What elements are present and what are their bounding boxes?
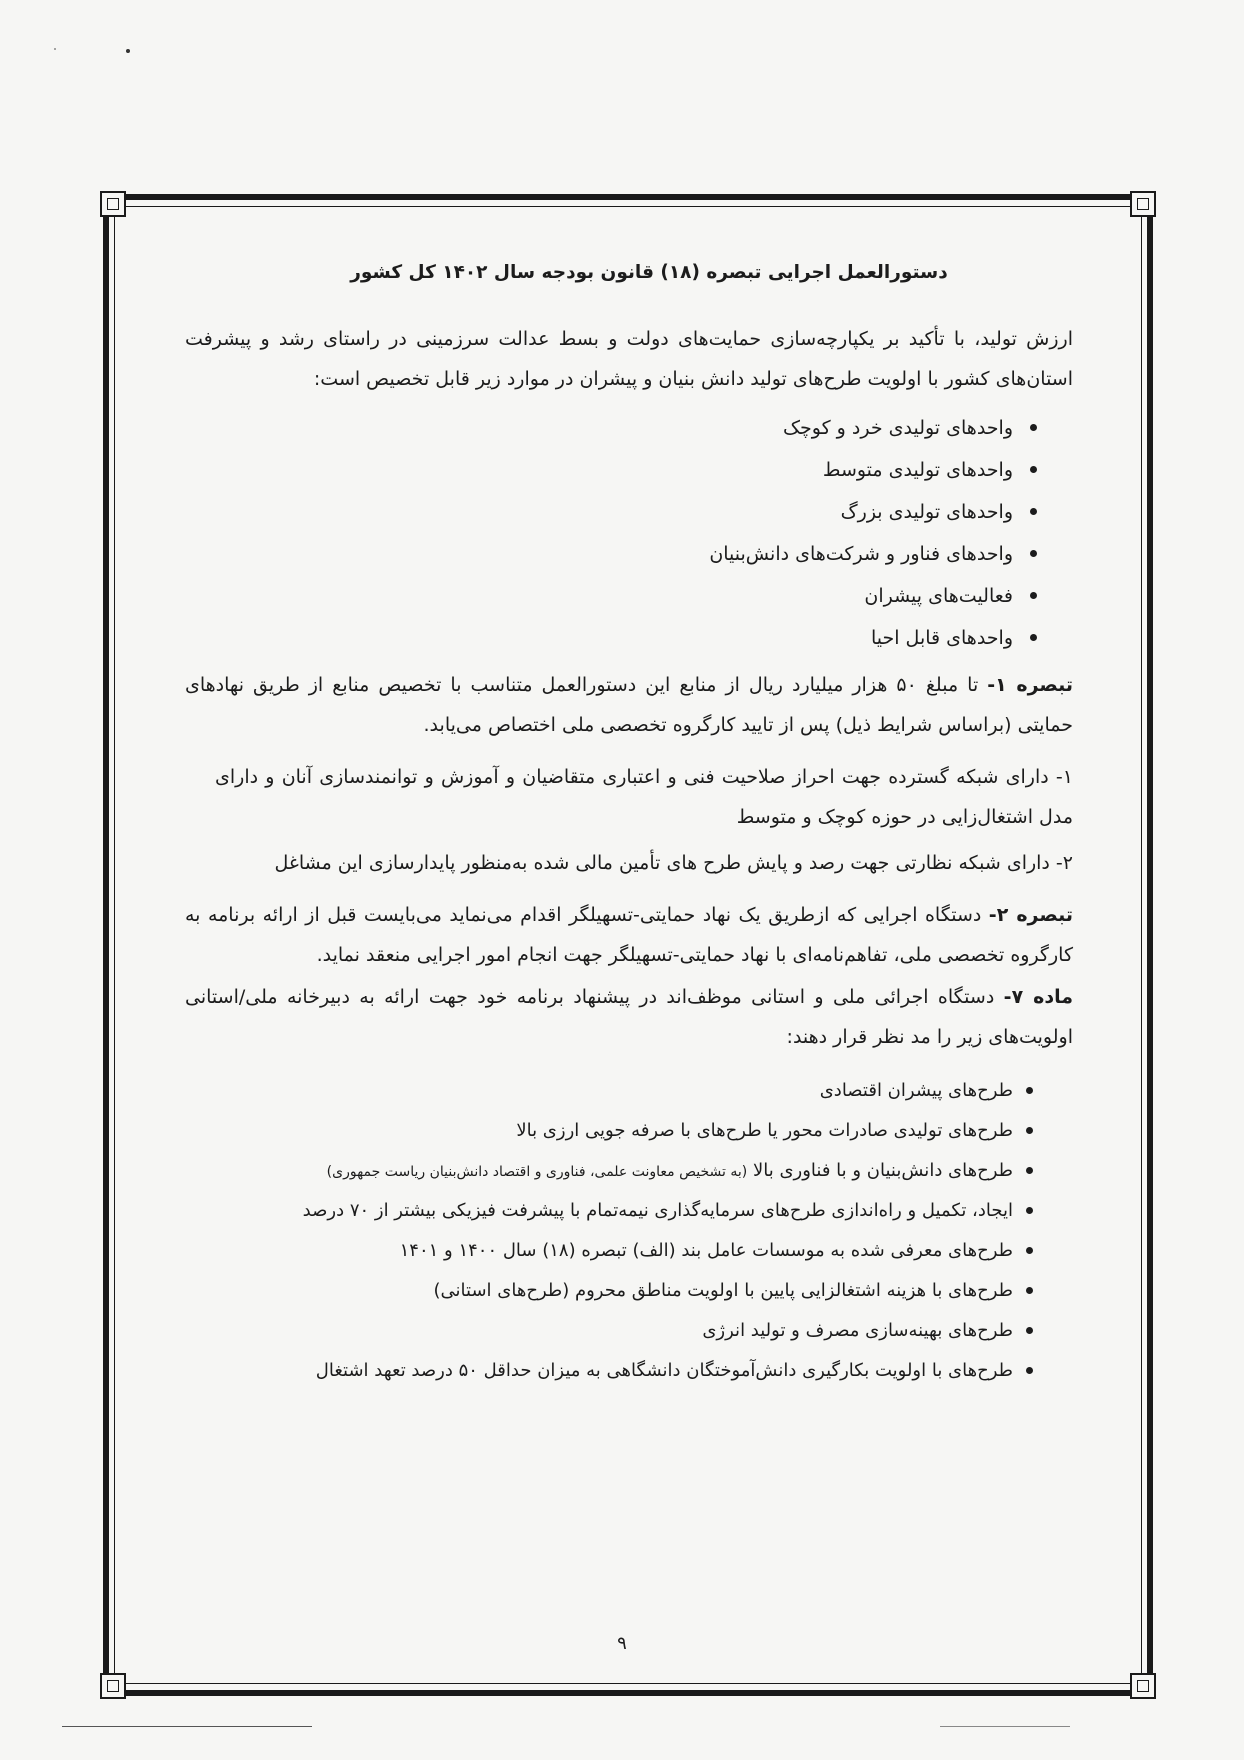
condition-1: ۱- دارای شبکه گسترده جهت احراز صلاحیت فنی و اعتباری متقاضیان و آموزش و توانمندسازی آنان و دارای مدل اشتغال‌زایی در حوزه کوچک و متوسط — [215, 766, 1073, 828]
list-item: طرح‌های بهینه‌سازی مصرف و تولید انرژی — [185, 1311, 1073, 1351]
article-7-label: ماده ۷- — [1003, 986, 1073, 1008]
article-7-text: دستگاه اجرائی ملی و استانی موظف‌اند در پیشنهاد برنامه خود جهت ارائه به دبیرخانه ملی/استانی اولویت‌های زیر را مد نظر قرار دهند: — [185, 986, 1073, 1048]
note-2-text: دستگاه اجرایی که ازطریق یک نهاد حمایتی-تسهیلگر اقدام می‌نماید می‌بایست قبل از ارائه برنامه به کارگروه تخصصی ملی، تفاهم‌نامه‌ای با نهاد حمایتی-تسهیلگر جهت انجام امور اجرایی منعقد نماید. — [185, 904, 1073, 966]
list-item: ایجاد، تکمیل و راه‌اندازی طرح‌های سرمایه‌گذاری نیمه‌تمام با پیشرفت فیزیکی بیشتر از ۷۰ درصد — [185, 1191, 1073, 1231]
list-item: واحدهای قابل احیا — [185, 617, 1073, 659]
bullet-icon — [1026, 1207, 1033, 1214]
bullet-icon — [1026, 1127, 1033, 1134]
bullet-icon — [1030, 508, 1037, 515]
list-item: طرح‌های با اولویت بکارگیری دانش‌آموختگان دانشگاهی به میزان حداقل ۵۰ درصد تعهد اشتغال — [185, 1351, 1073, 1391]
priorities-list — [185, 1071, 1073, 1391]
condition-2: ۲- دارای شبکه نظارتی جهت رصد و پایش طرح های تأمین مالی شده به‌منظور پایدارسازی این مشاغل — [274, 852, 1073, 874]
article-7-paragraph — [185, 977, 1073, 1057]
note-2-label: تبصره ۲- — [988, 904, 1073, 926]
bullet-icon — [1026, 1087, 1033, 1094]
bullet-icon — [1026, 1327, 1033, 1334]
note-1-text: تا مبلغ ۵۰ هزار میلیارد ریال از منابع این دستورالعمل متناسب با تخصیص منابع از طریق نهادهای حمایتی (براساس شرایط ذیل) پس از تایید کارگروه تخصصی ملی اختصاص می‌یابد. — [185, 674, 1073, 736]
scan-artifact-line — [62, 1726, 312, 1727]
bullet-icon — [1030, 466, 1037, 473]
bullet-icon — [1026, 1247, 1033, 1254]
border-corner-ornament — [1130, 1673, 1156, 1699]
bullet-icon — [1026, 1367, 1033, 1374]
document-title: دستورالعمل اجرایی تبصره (۱۸) قانون بودجه سال ۱۴۰۲ کل کشور — [350, 262, 948, 283]
bullet-icon — [1030, 424, 1037, 431]
note-2-paragraph — [185, 895, 1073, 975]
bullet-icon — [1026, 1287, 1033, 1294]
units-list — [185, 407, 1073, 659]
scan-speck — [54, 48, 56, 50]
list-item: واحدهای تولیدی بزرگ — [185, 491, 1073, 533]
list-item: طرح‌های با هزینه اشتغالزایی پایین با اولویت مناطق محروم (طرح‌های استانی) — [185, 1271, 1073, 1311]
bullet-icon — [1030, 550, 1037, 557]
note-1-paragraph — [185, 665, 1073, 745]
note-1-label: تبصره ۱- — [987, 674, 1074, 696]
border-corner-ornament — [100, 1673, 126, 1699]
list-item: طرح‌های دانش‌بنیان و با فناوری بالا (به تشخیص معاونت علمی، فناوری و اقتصاد دانش‌بنیان ریاست جمهوری) — [185, 1151, 1073, 1191]
border-corner-ornament — [100, 191, 126, 217]
list-item-note: (به تشخیص معاونت علمی، فناوری و اقتصاد دانش‌بنیان ریاست جمهوری) — [326, 1164, 748, 1180]
page-number: ۹ — [617, 1633, 627, 1654]
intro-paragraph: ارزش تولید، با تأکید بر یکپارچه‌سازی حمایت‌های دولت و بسط عدالت سرزمینی در راستای رشد و پیشرفت استان‌های کشور با اولویت طرح‌های تولید دانش بنیان و پیشران در موارد زیر قابل تخصیص است: — [185, 328, 1073, 390]
scan-artifact-line — [940, 1726, 1070, 1727]
list-item: فعالیت‌های پیشران — [185, 575, 1073, 617]
list-item: واحدهای تولیدی خرد و کوچک — [185, 407, 1073, 449]
document-body — [185, 262, 1073, 1397]
bullet-icon — [1030, 592, 1037, 599]
list-item: واحدهای فناور و شرکت‌های دانش‌بنیان — [185, 533, 1073, 575]
list-item: طرح‌های پیشران اقتصادی — [185, 1071, 1073, 1111]
list-item: طرح‌های تولیدی صادرات محور یا طرح‌های با صرفه جویی ارزی بالا — [185, 1111, 1073, 1151]
bullet-icon — [1026, 1167, 1033, 1174]
list-item: واحدهای تولیدی متوسط — [185, 449, 1073, 491]
scan-speck — [126, 49, 130, 53]
border-corner-ornament — [1130, 191, 1156, 217]
list-item: طرح‌های معرفی شده به موسسات عامل بند (الف) تبصره (۱۸) سال ۱۴۰۰ و ۱۴۰۱ — [185, 1231, 1073, 1271]
bullet-icon — [1030, 634, 1037, 641]
